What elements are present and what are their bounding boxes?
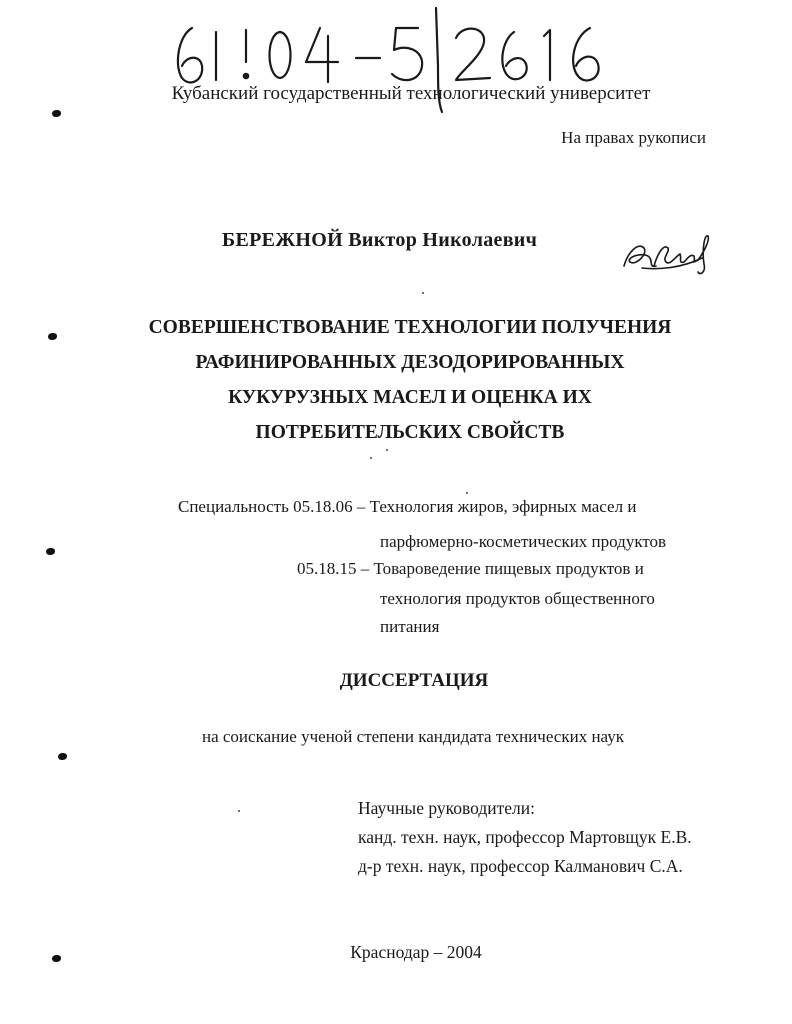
binder-mark [58, 753, 67, 760]
title-line: РАФИНИРОВАННЫХ ДЕЗОДОРИРОВАННЫХ [195, 352, 625, 373]
signature-drawing [618, 222, 718, 282]
supervisors-block [358, 794, 692, 881]
city-year: Краснодар – 2004 [350, 942, 482, 962]
scan-speck [386, 449, 388, 451]
degree-line: на соискание ученой степени кандидата технических наук [201, 727, 624, 746]
supervisor-second: д-р техн. наук, профессор Калманович С.А. [358, 856, 683, 876]
author-signature [618, 222, 718, 282]
binder-mark [48, 333, 57, 340]
binder-mark [52, 110, 61, 117]
manuscript-note: На правах рукописи [561, 128, 706, 147]
binder-mark [52, 955, 61, 962]
specialty-line-1-continuation: парфюмерно-косметических продуктов [380, 532, 667, 551]
specialty-line-2: 05.18.15 – Товароведение пищевых продуктов и [297, 559, 644, 578]
dissertation-title [0, 310, 792, 450]
title-line: ПОТРЕБИТЕЛЬСКИХ СВОЙСТВ [255, 422, 565, 443]
title-line: СОВЕРШЕНСТВОВАНИЕ ТЕХНОЛОГИИ ПОЛУЧЕНИЯ [148, 317, 672, 338]
binder-mark [46, 548, 55, 555]
scan-speck [238, 810, 240, 812]
supervisors-heading: Научные руководители: [358, 798, 535, 818]
university-name: Кубанский государственный технологический университет [171, 83, 651, 104]
title-line: КУКУРУЗНЫХ МАСЕЛ И ОЦЕНКА ИХ [228, 387, 592, 408]
specialty-line-2-continuation: технология продуктов общественного [380, 589, 655, 608]
supervisor-first: канд. техн. наук, профессор Мартовщук Е.В. [358, 827, 692, 847]
scan-speck [370, 457, 372, 459]
document-type-heading: ДИССЕРТАЦИЯ [339, 670, 489, 691]
author-name: БЕРЕЖНОЙ Виктор Николаевич [222, 229, 538, 251]
specialty-line-1: Специальность 05.18.06 – Технология жиров, эфирных масел и [178, 497, 637, 516]
scan-speck [466, 492, 468, 494]
specialty-line-2-continuation-end: питания [380, 617, 440, 636]
scan-speck [422, 292, 424, 294]
